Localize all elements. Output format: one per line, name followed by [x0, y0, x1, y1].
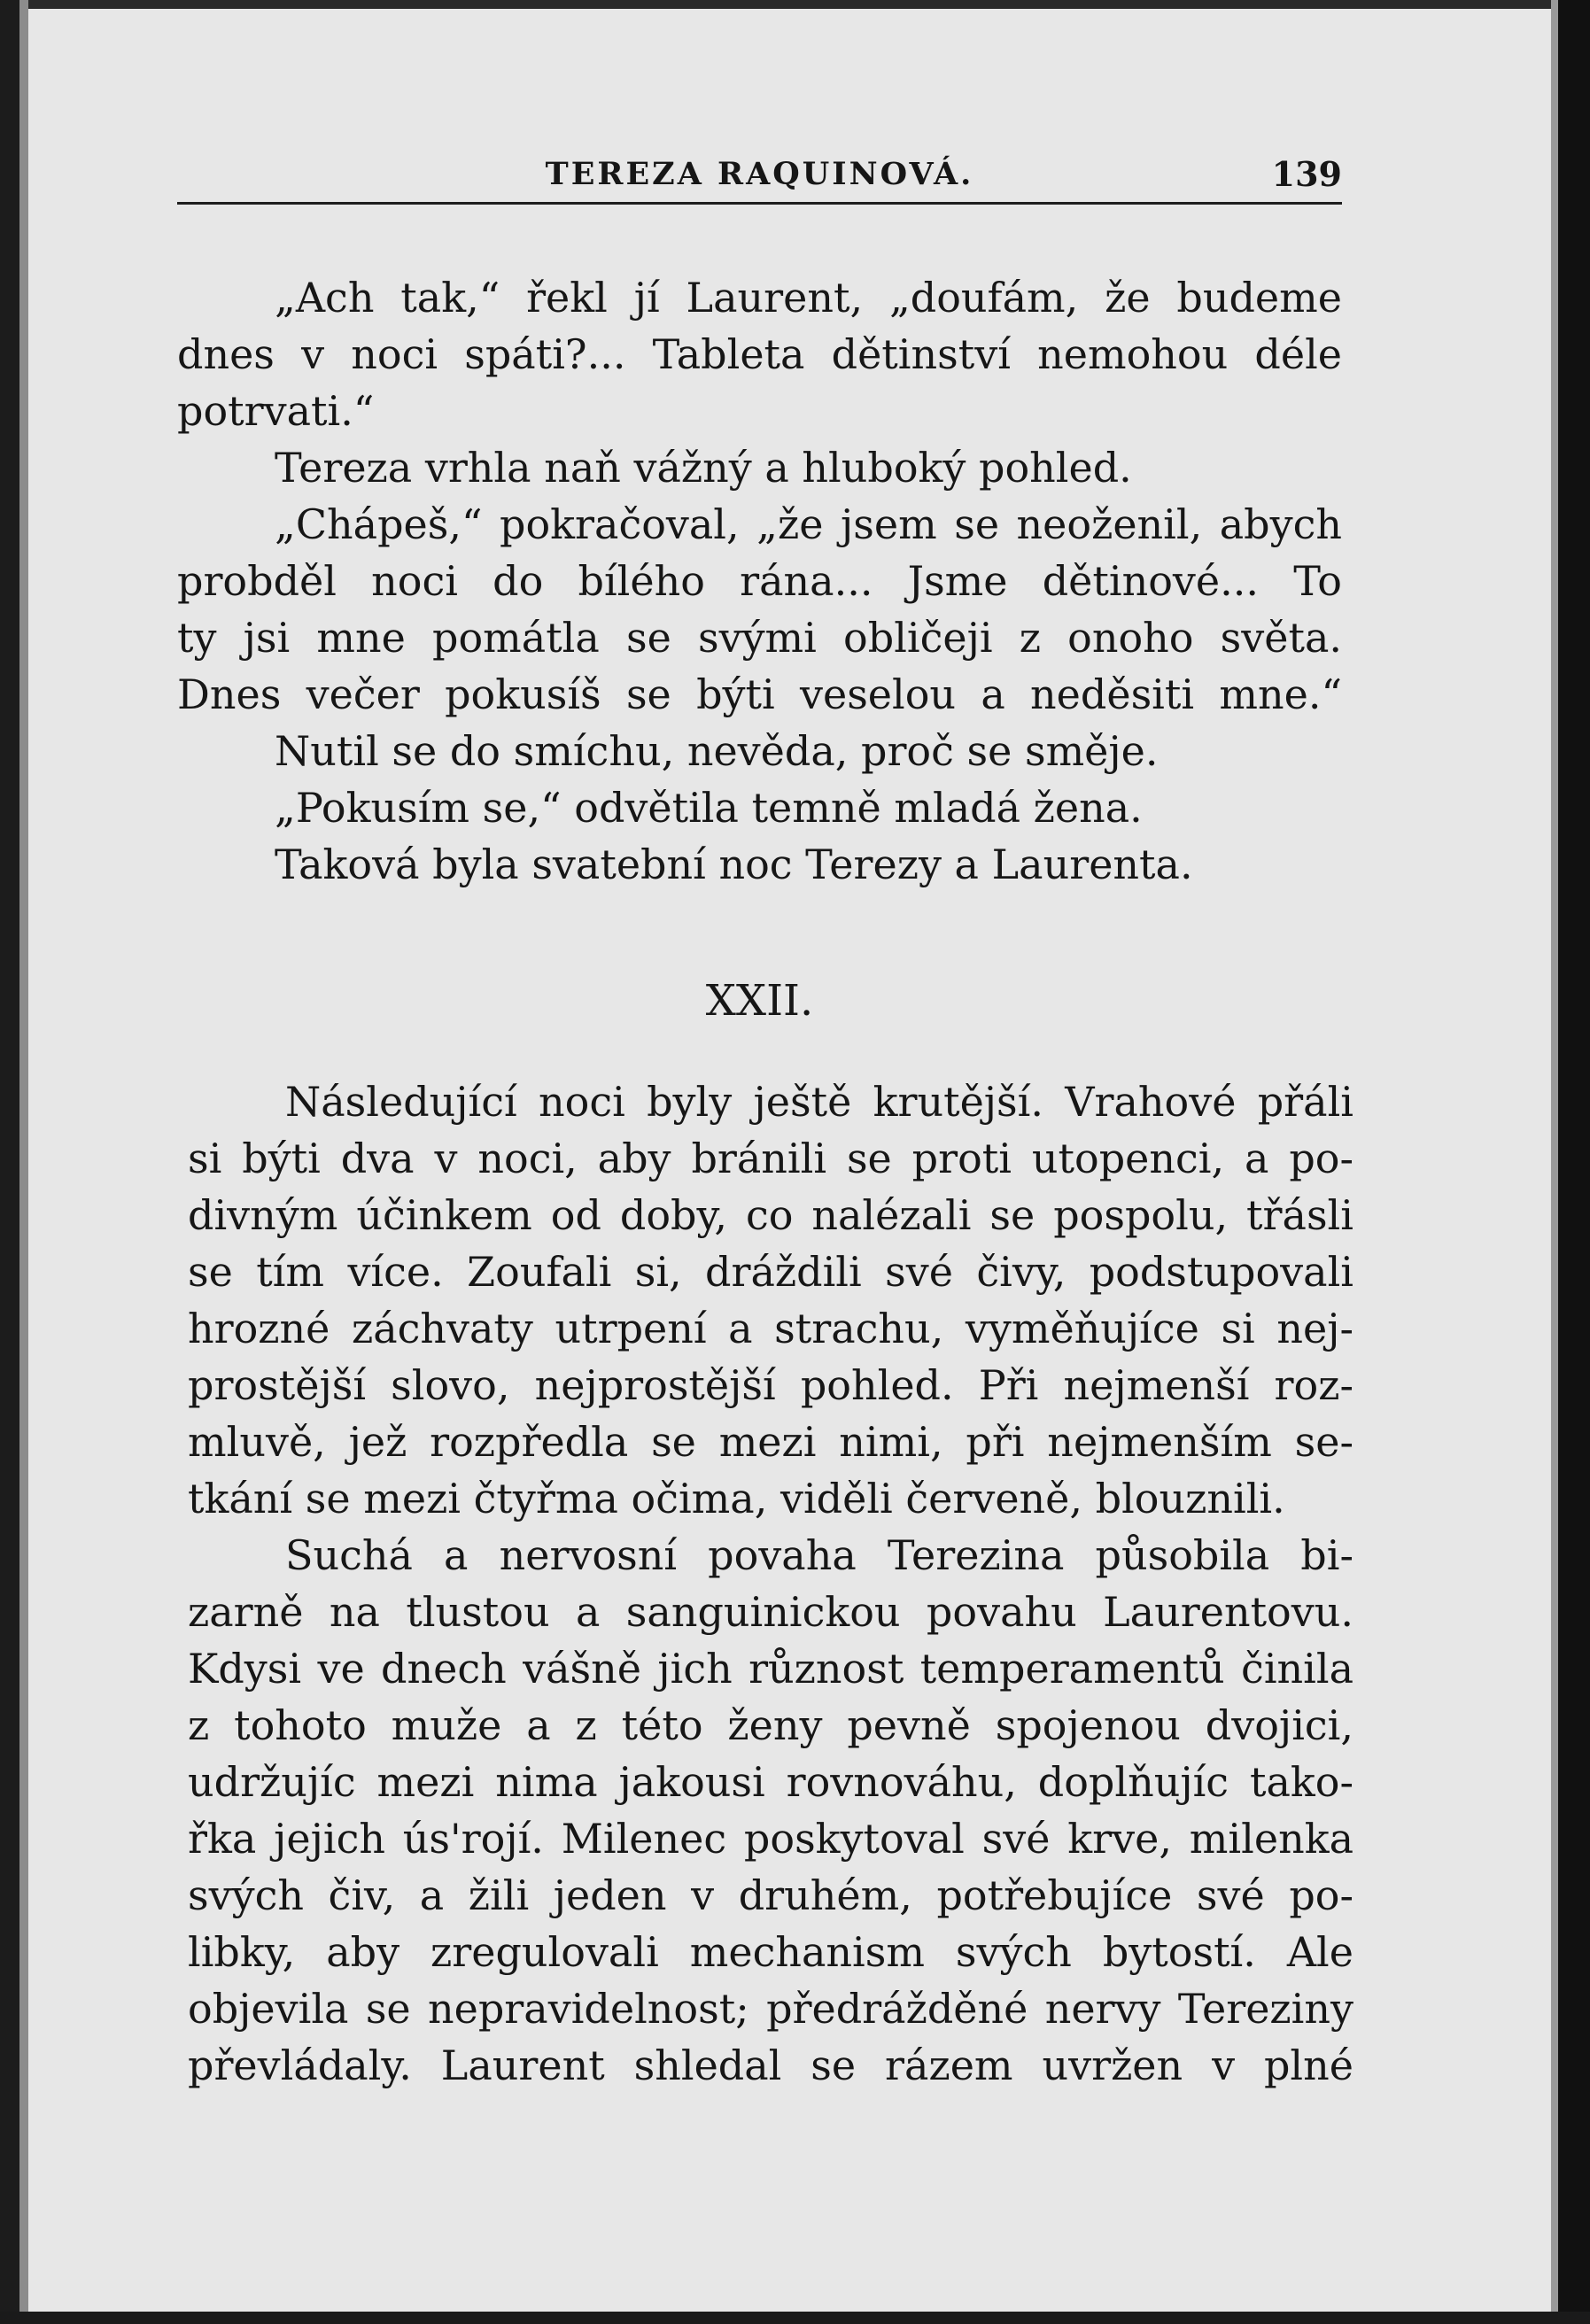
scan-border-bottom [0, 2312, 1590, 2324]
text-line: objevila se nepravidelnost; předrážděné nervy Tereziny [188, 1985, 1353, 2033]
text-line: dnes v noci spáti?... Tableta dětinství nemohou déle [177, 330, 1342, 378]
text-line: Kdysi ve dnech vášně jich různost temperamentů činila [188, 1645, 1353, 1693]
text-line: potrvati.“ [177, 387, 375, 435]
scan-shadow-right [1551, 0, 1558, 2324]
text-line: převládaly. Laurent shledal se rázem uvržen v plné [188, 2041, 1353, 2089]
text-line: „Ach tak,“ řekl jí Laurent, „doufám, že budeme [275, 274, 1342, 321]
text-line: „Chápeš,“ pokračoval, „že jsem se neoženil, abych [275, 500, 1342, 548]
scan-border-top [0, 0, 1590, 9]
scan-border-left [0, 0, 19, 2324]
text-line: se tím více. Zoufali si, dráždili své čivy, podstupovali [188, 1248, 1353, 1296]
text-line: svých čiv, a žili jeden v druhém, potřebujíce své po- [188, 1871, 1353, 1919]
chapter-heading: XXII. [705, 976, 814, 1026]
text-line: si býti dva v noci, aby bránili se proti utopenci, a po- [188, 1135, 1353, 1182]
running-title: TEREZA RAQUINOVÁ. [545, 156, 974, 192]
text-line: divným účinkem od doby, co nalézali se pospolu, třásli [188, 1191, 1353, 1239]
text-line: Dnes večer pokusíš se býti veselou a neděsiti mne.“ [177, 670, 1342, 718]
text-line: Tereza vrhla naň vážný a hluboký pohled. [275, 444, 1132, 492]
text-line: Nutil se do smíchu, nevěda, proč se směje. [275, 727, 1159, 775]
text-line: hrozné záchvaty utrpení a strachu, vyměňujíce si nej- [188, 1305, 1353, 1352]
text-line: z tohoto muže a z této ženy pevně spojenou dvojici, [188, 1701, 1353, 1749]
text-line: Suchá a nervosní povaha Terezina působila bi- [285, 1531, 1353, 1579]
text-line: Následující noci byly ještě krutější. Vrahové přáli [285, 1078, 1353, 1126]
text-line: tkání se mezi čtyřma očima, viděli červeně, blouznili. [188, 1475, 1285, 1522]
page-number: 139 [1271, 154, 1342, 194]
text-line: zarně na tlustou a sanguinickou povahu Laurentovu. [188, 1588, 1353, 1636]
text-line: libky, aby zregulovali mechanism svých bytostí. Ale [188, 1928, 1353, 1976]
text-line: udržujíc mezi nima jakousi rovnováhu, doplňujíc tako- [188, 1758, 1353, 1806]
scan-shadow-left [19, 0, 28, 2324]
text-line: probděl noci do bílého rána... Jsme dětinové... To [177, 557, 1342, 605]
text-line: „Pokusím se,“ odvětila temně mladá žena. [275, 784, 1143, 832]
text-line: Taková byla svatební noc Terezy a Laurenta. [275, 841, 1193, 888]
text-line: mluvě, jež rozpředla se mezi nimi, při nejmenším se- [188, 1418, 1353, 1466]
running-head [177, 152, 1342, 205]
scan-border-right [1558, 0, 1590, 2324]
paragraph-block-dialogue [177, 269, 1342, 893]
paragraph-block-chapter [188, 1073, 1353, 2094]
text-line: prostější slovo, nejprostější pohled. Při nejmenší roz- [188, 1361, 1353, 1409]
text-line: ty jsi mne pomátla se svými obličeji z onoho světa. [177, 614, 1342, 662]
text-line: řka jejich ús'rojí. Milenec poskytoval své krve, milenka [188, 1815, 1353, 1863]
